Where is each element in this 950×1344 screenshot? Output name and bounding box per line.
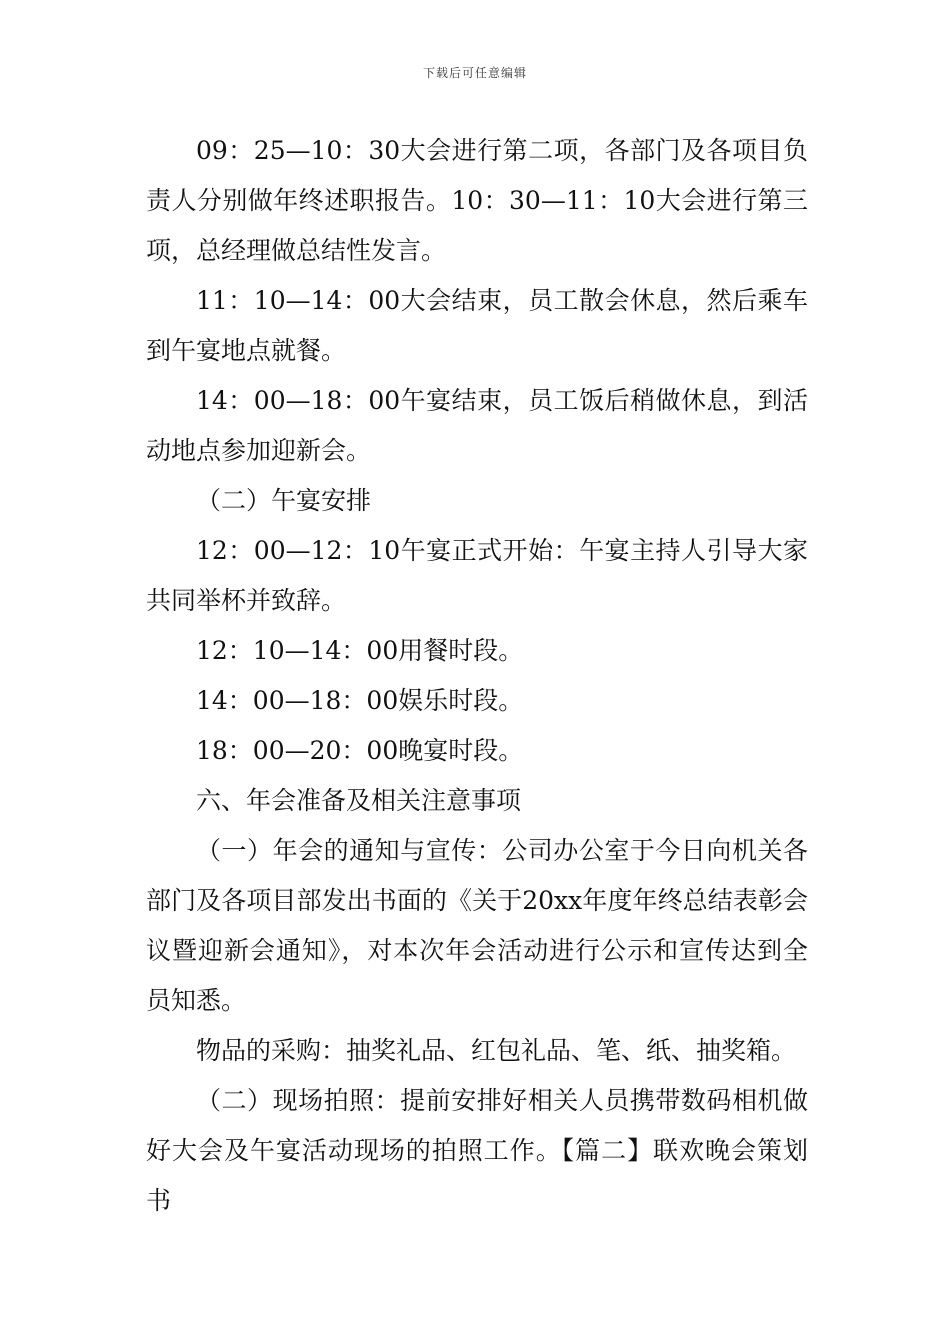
paragraph-lunch-end: 14：00—18：00午宴结束，员工饭后稍做休息，到活动地点参加迎新会。 <box>146 386 808 465</box>
paragraph-entertainment-period: 14：00—18：00娱乐时段。 <box>196 686 524 715</box>
section-heading-lunch-arrangement: （二）午宴安排 <box>196 486 372 515</box>
paragraph-lunch-start: 12：00—12：10午宴正式开始：午宴主持人引导大家共同举杯并致辞。 <box>146 536 808 615</box>
document-body <box>146 126 808 1226</box>
paragraph-dinner-period: 18：00—20：00晚宴时段。 <box>196 736 524 765</box>
paragraph-notice-publicity: （一）年会的通知与宣传：公司办公室于今日向机关各部门及各项目部发出书面的《关于20xx年度年终总结表彰会议暨迎新会通知》，对本次年会活动进行公示和宣传达到全员知悉。 <box>146 836 808 1015</box>
paragraph-purchasing: 物品的采购：抽奖礼品、红包礼品、笔、纸、抽奖箱。 <box>196 1036 797 1065</box>
paragraph-meeting-items-2-3: 09：25—10：30大会进行第二项，各部门及各项目负责人分别做年终述职报告。10：30—11：10大会进行第三项，总经理做总结性发言。 <box>146 136 808 265</box>
paragraph-photography: （二）现场拍照：提前安排好相关人员携带数码相机做好大会及午宴活动现场的拍照工作。【篇二】联欢晚会策划书 <box>146 1086 808 1215</box>
paragraph-dining-period: 12：10—14：00用餐时段。 <box>196 636 524 665</box>
section-heading-preparation: 六、年会准备及相关注意事项 <box>196 786 522 815</box>
page-header: 下载后可任意编辑 <box>422 66 527 80</box>
paragraph-meeting-end: 11：10—14：00大会结束，员工散会休息，然后乘车到午宴地点就餐。 <box>146 286 808 365</box>
